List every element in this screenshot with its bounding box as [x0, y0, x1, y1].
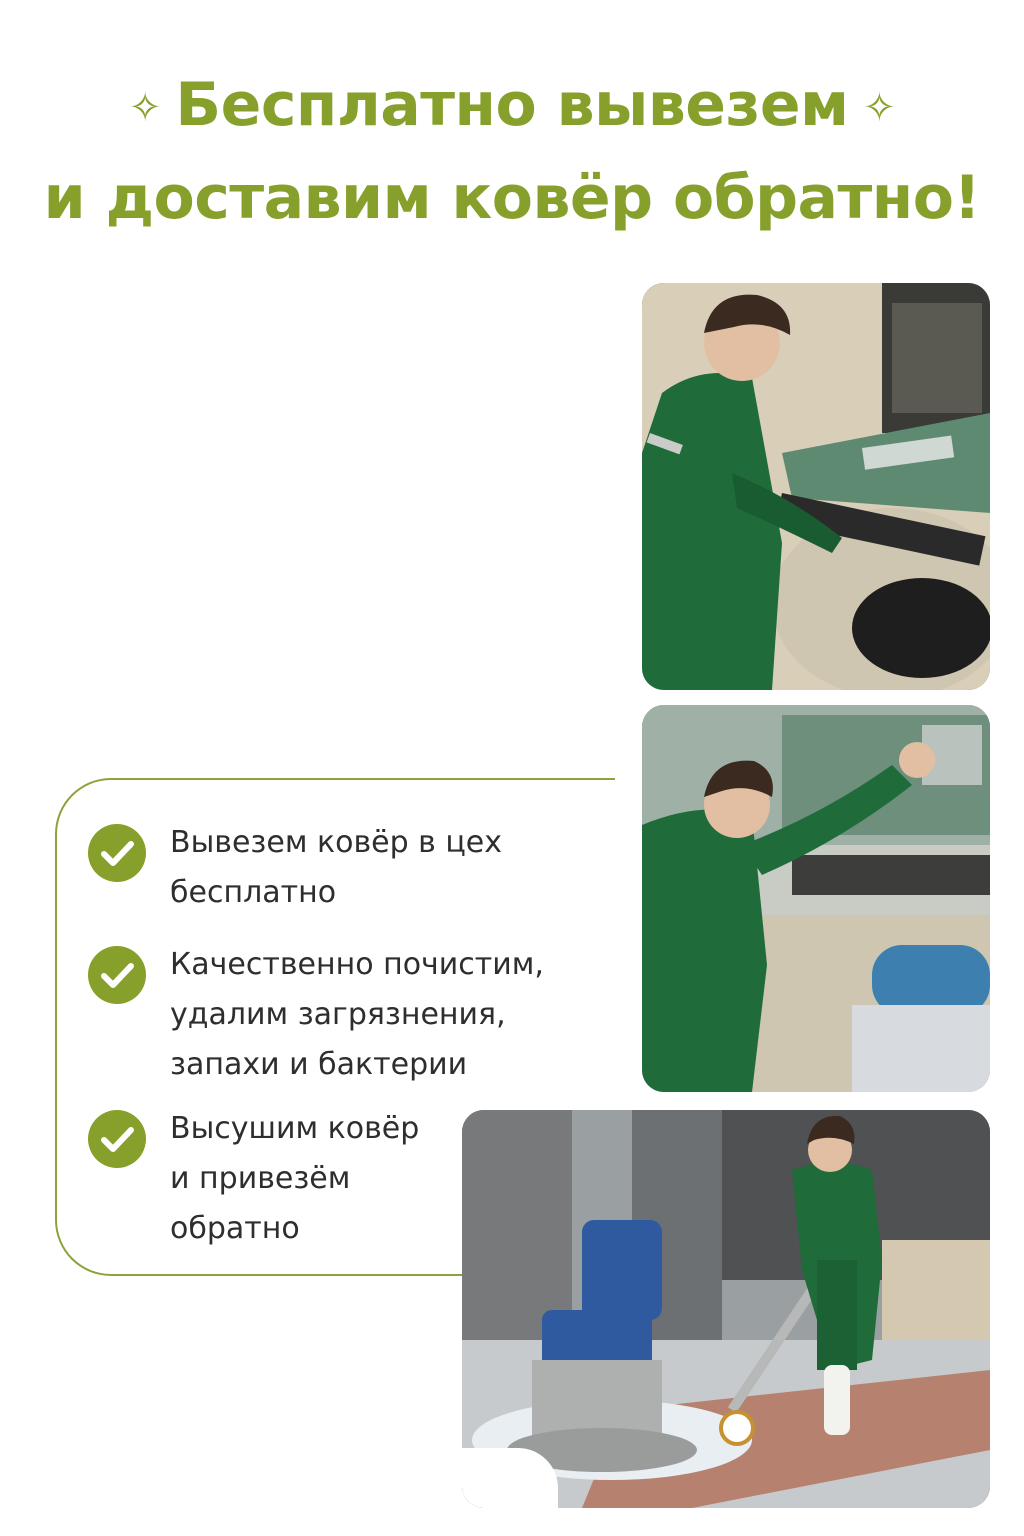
headline-line-1: [0, 60, 1024, 153]
sparkle-icon: ✧: [128, 85, 162, 132]
benefit-text: [170, 940, 610, 1090]
benefit-text: [170, 818, 610, 918]
check-circle-icon: [88, 824, 146, 882]
worker-floor-scrubber-photo: [462, 1110, 990, 1508]
headline-text-1: Бесплатно вывезем: [175, 70, 849, 140]
worker-operating-control-panel-photo: [642, 705, 990, 1092]
check-circle-icon: [88, 946, 146, 1004]
benefit-line: Вывезем ковёр в цех: [170, 825, 503, 860]
photo-corner-cutout: [462, 1448, 558, 1508]
benefit-line: Качественно почистим,: [170, 947, 544, 982]
sparkle-icon: ✧: [862, 85, 896, 132]
worker-at-carpet-machine-photo: [642, 283, 990, 690]
headline: [0, 60, 1024, 243]
benefit-line: удалим загрязнения,: [170, 997, 506, 1032]
benefit-line: запахи и бактерии: [170, 1047, 468, 1082]
headline-line-2: и доставим ковёр обратно!: [43, 163, 981, 234]
check-circle-icon: [88, 1110, 146, 1168]
benefit-line: и привезём: [170, 1161, 351, 1196]
benefit-line: Высушим ковёр: [170, 1111, 420, 1146]
benefit-line: обратно: [170, 1211, 300, 1246]
benefit-line: бесплатно: [170, 875, 337, 910]
